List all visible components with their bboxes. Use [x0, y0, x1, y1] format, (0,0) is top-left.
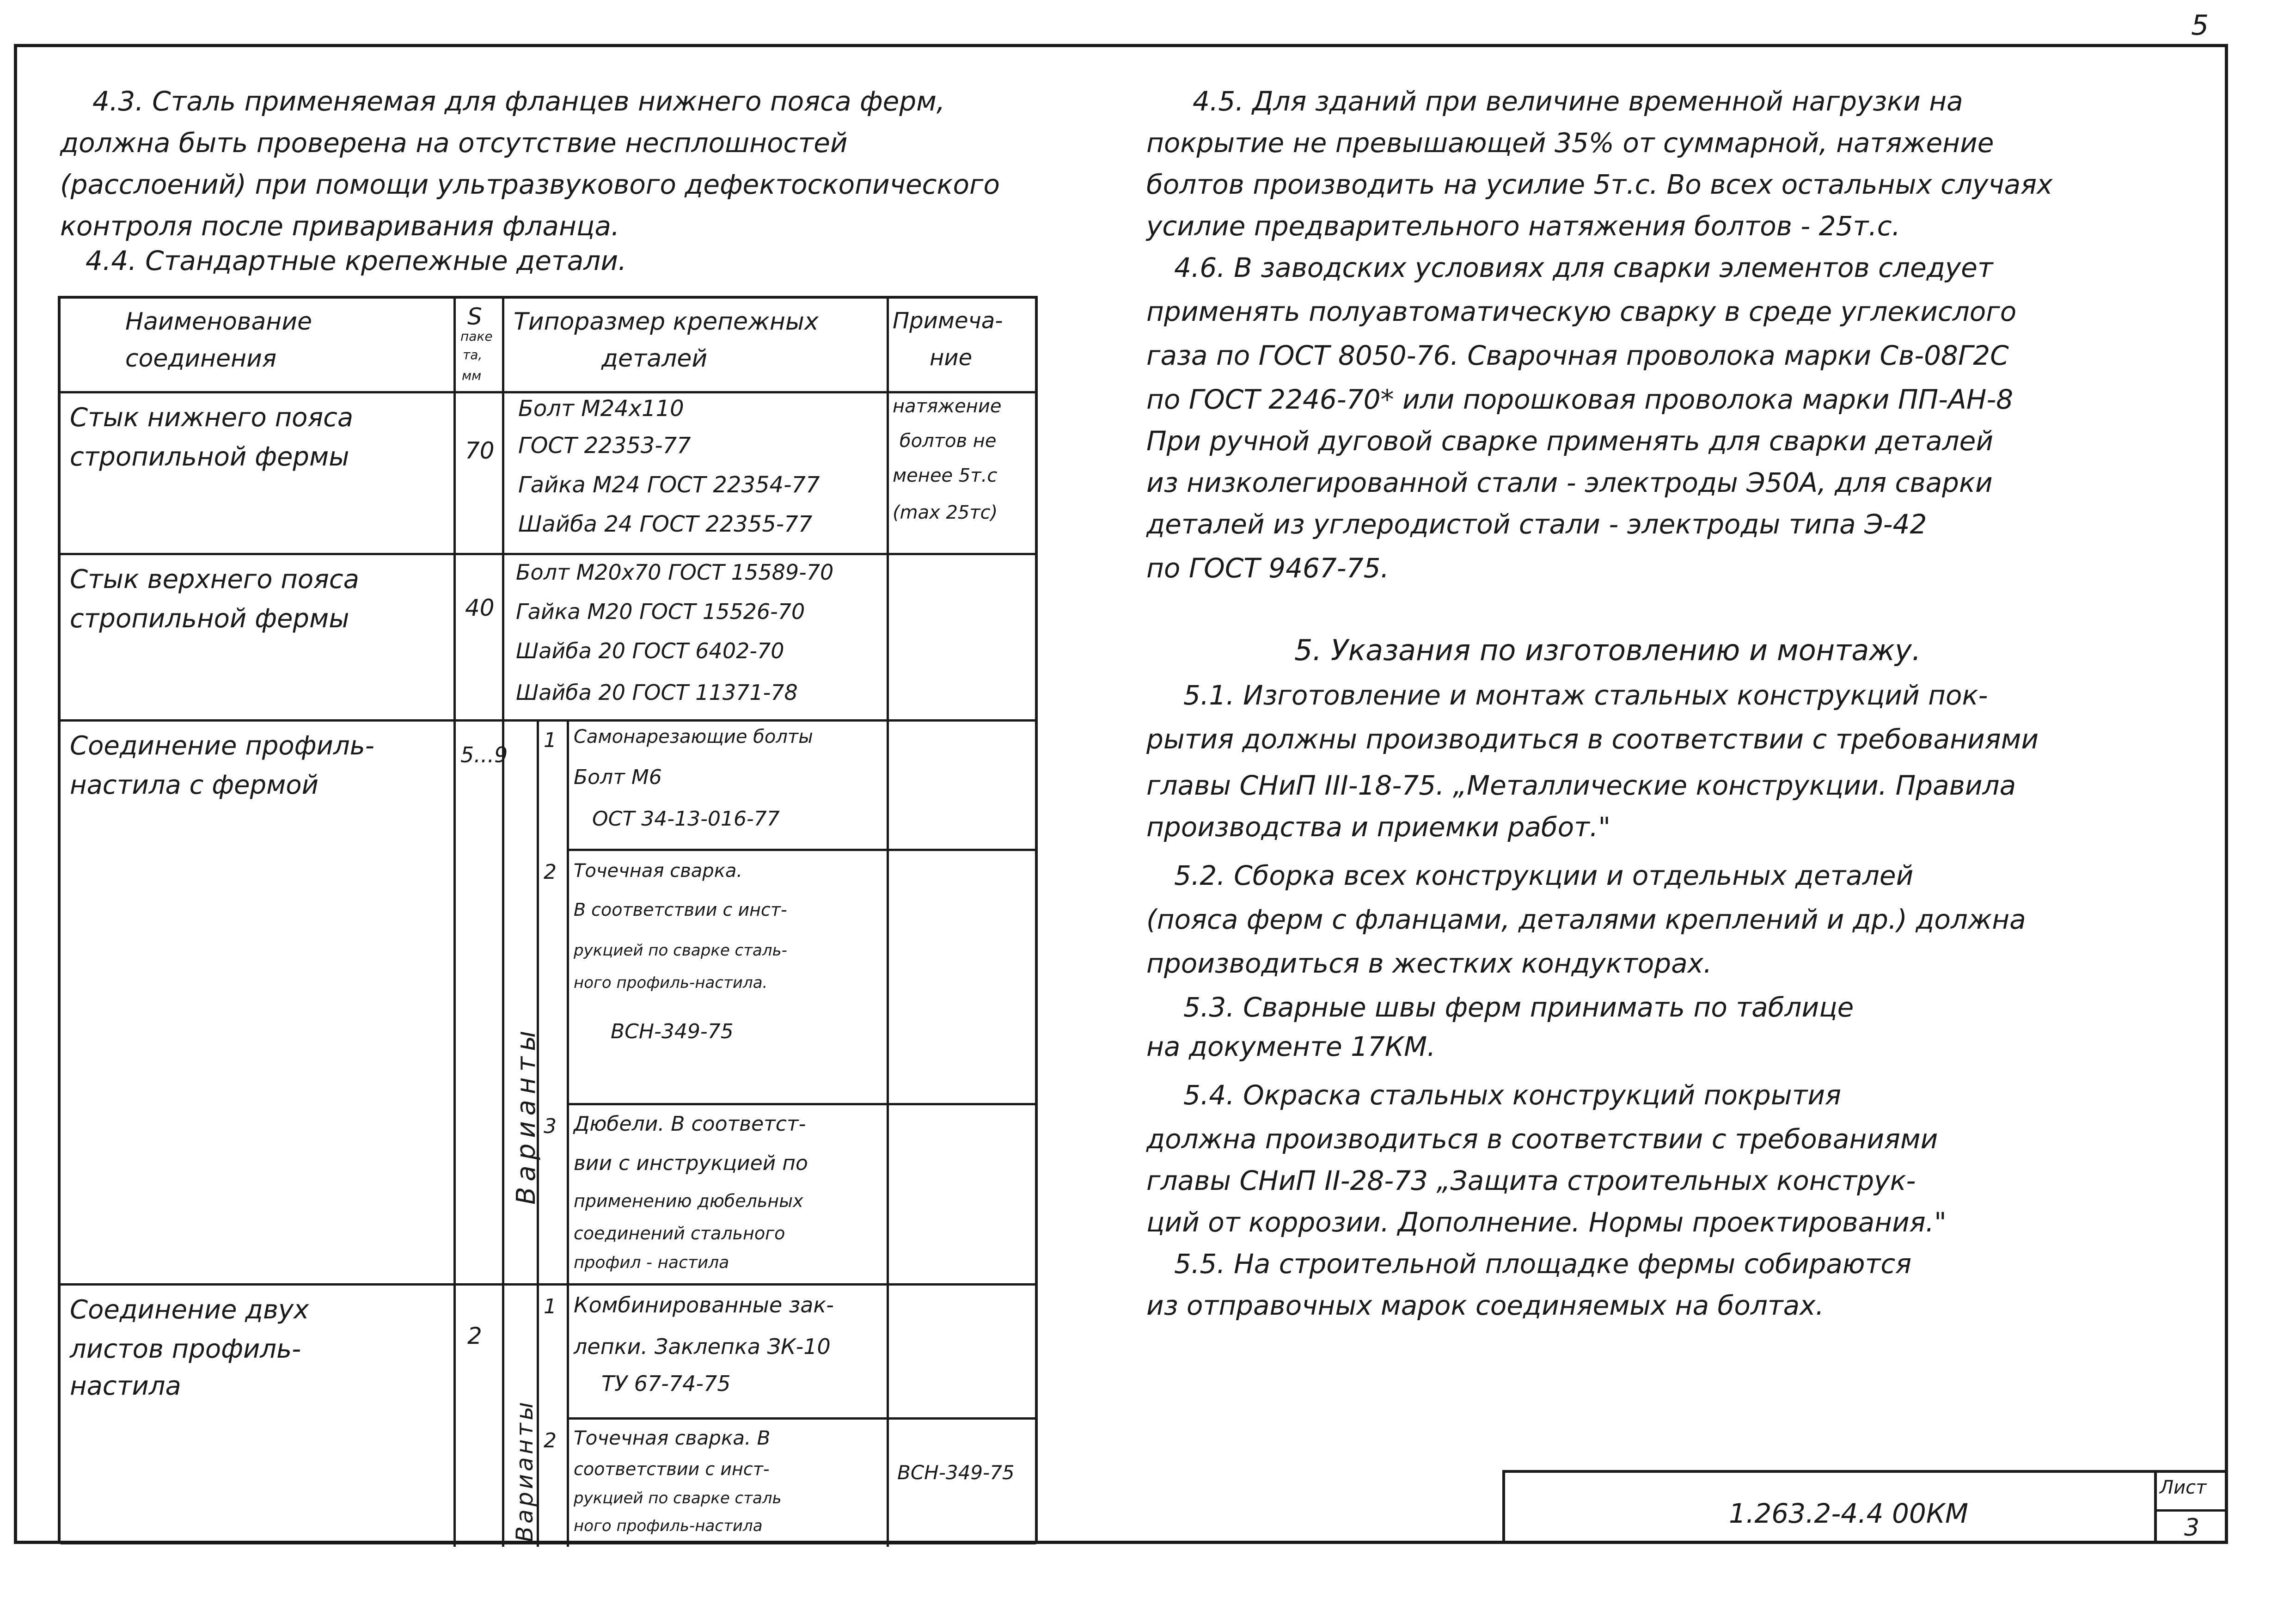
row3-v2-line-1: Точечная сварка. [574, 860, 743, 882]
row2-item-4: Шайба 20 ГОСТ 11371-78 [516, 680, 798, 705]
row4-v1-n: 1 [544, 1295, 557, 1318]
row3-name-1: Соединение профиль- [70, 731, 374, 761]
row3-v3-line-4: соединений стального [574, 1223, 785, 1243]
row3-v3-line-3: применению дюбельных [574, 1191, 803, 1211]
row4-v2-line-3: рукцией по сварке сталь [574, 1489, 782, 1507]
row4-name-1: Соединение двух [70, 1295, 309, 1325]
row1-name-1: Стык нижнего пояса [70, 403, 354, 433]
p46-line-1: 4.6. В заводских условиях для сварки элементов следует [1174, 252, 1993, 283]
row4-v2-note: ВСН-349-75 [897, 1461, 1015, 1484]
p54-line-3: главы СНиП II-28-73 „Защита строительных конструк- [1146, 1165, 1916, 1196]
p46-line-7: деталей из углеродистой стали - электроды типа Э-42 [1146, 508, 1927, 540]
p52-line-2: (пояса ферм с фланцами, деталями креплений и др.) должна [1146, 904, 2026, 935]
section5-title: 5. Указания по изготовлению и монтажу. [1294, 633, 1921, 667]
row3-v2-n: 2 [544, 860, 557, 884]
row1-s: 70 [465, 437, 495, 464]
row3-v2-line-2: В соответствии с инст- [574, 900, 787, 920]
sheet-label: Лист [2160, 1477, 2207, 1498]
p55-line-2: из отправочных марок соединяемых на болтах. [1146, 1290, 1824, 1321]
p54-line-4: ций от коррозии. Дополнение. Нормы проектирования." [1146, 1207, 1947, 1238]
row3-v1-line-1: Самонарезающие болты [574, 726, 813, 747]
row3-name-2: настила с фермой [70, 770, 319, 800]
p53-line-1: 5.3. Сварные швы ферм принимать по таблице [1183, 992, 1854, 1023]
p46-line-8: по ГОСТ 9467-75. [1146, 552, 1389, 584]
row3-v1-line-3: ОСТ 34-13-016-77 [592, 807, 780, 831]
row4-v2-line-2: соответствии с инст- [574, 1459, 770, 1479]
p52-line-1: 5.2. Сборка всех конструкции и отдельных деталей [1174, 860, 1914, 891]
row1-note-3: менее 5т.с [893, 465, 998, 486]
row4-v1-line-1: Комбинированные зак- [574, 1292, 834, 1317]
p51-line-2: рытия должны производиться в соответствии с требованиями [1146, 723, 2039, 755]
row3-v2-line-5: ВСН-349-75 [611, 1020, 734, 1043]
row4-v2-line-1: Точечная сварка. В [574, 1427, 771, 1449]
p43-line-3: (расслоений) при помощи ультразвукового дефектоскопического [60, 169, 1000, 200]
row2-name-2: стропильной фермы [70, 604, 349, 634]
row2-item-3: Шайба 20 ГОСТ 6402-70 [516, 638, 784, 663]
row3-v3-n: 3 [544, 1115, 557, 1138]
p55-line-1: 5.5. На строительной площадке фермы собираются [1174, 1248, 1912, 1280]
hdr-fasteners-2: деталей [601, 345, 708, 373]
row2-s: 40 [465, 594, 495, 621]
fasteners-table [58, 296, 1038, 1544]
p44-heading: 4.4. Стандартные крепежные детали. [86, 245, 627, 276]
p45-line-4: усилие предварительного натяжения болтов - 25т.с. [1146, 210, 1901, 242]
hdr-name-2: соединения [125, 345, 277, 373]
row3-v2-line-4: ного профиль-настила. [574, 974, 768, 992]
row3-v1-line-2: Болт М6 [574, 766, 662, 789]
p46-line-2: применять полуавтоматическую сварку в среде углекислого [1146, 296, 2017, 327]
p53-line-2: на документе 17КМ. [1146, 1031, 1436, 1062]
row1-item-3: Гайка М24 ГОСТ 22354-77 [518, 472, 820, 498]
page-number: 5 [2191, 9, 2209, 42]
row3-s: 5...9 [460, 742, 508, 767]
row3-v2-line-3: рукцией по сварке сталь- [574, 941, 787, 960]
p46-line-5: При ручной дуговой сварке применять для сварки деталей [1146, 425, 1994, 457]
row1-note-2: болтов не [900, 430, 997, 452]
row3-variants-label: Варианты [511, 1025, 541, 1205]
row4-v1-line-3: ТУ 67-74-75 [601, 1371, 731, 1396]
p46-line-3: газа по ГОСТ 8050-76. Сварочная проволока марки Св-08Г2С [1146, 340, 2009, 371]
row2-item-2: Гайка М20 ГОСТ 15526-70 [516, 599, 805, 624]
row4-v2-line-4: ного профиль-настила [574, 1517, 763, 1535]
p54-line-2: должна производиться в соответствии с требованиями [1146, 1123, 1938, 1155]
row2-item-1: Болт М20х70 ГОСТ 15589-70 [516, 560, 834, 585]
hdr-s-1: S [467, 303, 482, 330]
p51-line-1: 5.1. Изготовление и монтаж стальных конструкций пок- [1183, 680, 1988, 711]
p54-line-1: 5.4. Окраска стальных конструкций покрытия [1183, 1079, 1842, 1111]
p46-line-6: из низколегированной стали - электроды Э50А, для сварки [1146, 467, 1993, 498]
row3-v3-line-5: профил - настила [574, 1253, 729, 1272]
row4-s: 2 [467, 1323, 482, 1349]
hdr-note-2: ние [930, 345, 973, 371]
row2-name-1: Стык верхнего пояса [70, 564, 359, 594]
row3-v3-line-2: вии с инструкцией по [574, 1152, 808, 1175]
row4-name-2: листов профиль- [70, 1334, 301, 1364]
p51-line-4: производства и приемки работ." [1146, 811, 1611, 843]
hdr-name-1: Наименование [125, 308, 312, 336]
row3-v1-n: 1 [544, 729, 557, 752]
p45-line-3: болтов производить на усилие 5т.с. Во всех остальных случаях [1146, 169, 2053, 200]
row1-note-4: (max 25тс) [893, 502, 998, 523]
p45-line-1: 4.5. Для зданий при величине временной нагрузки на [1193, 86, 1963, 117]
row1-item-4: Шайба 24 ГОСТ 22355-77 [518, 511, 813, 537]
p43-line-2: должна быть проверена на отсутствие несплошностей [60, 127, 848, 159]
row3-v3-line-1: Дюбели. В соответст- [574, 1112, 806, 1136]
row1-item-1: Болт М24х110 [518, 396, 684, 422]
row4-name-3: настила [70, 1371, 181, 1401]
hdr-fasteners-1: Типоразмер крепежных [514, 308, 819, 336]
row1-name-2: стропильной фермы [70, 442, 349, 472]
row4-v2-n: 2 [544, 1429, 557, 1452]
hdr-s-3: та, [463, 347, 483, 362]
p43-line-4: контроля после приваривания фланца. [60, 210, 620, 242]
hdr-s-2: паке [460, 329, 493, 344]
row4-v1-line-2: лепки. Заклепка ЗК-10 [574, 1334, 831, 1359]
sheet-number: 3 [2184, 1514, 2200, 1542]
p52-line-3: производиться в жестких кондукторах. [1146, 948, 1712, 979]
hdr-note-1: Примеча- [893, 308, 1003, 334]
p43-line-1: 4.3. Сталь применяемая для фланцев нижнего пояса ферм, [92, 86, 945, 117]
row4-variants-label: Варианты [511, 1399, 538, 1542]
row1-item-2: ГОСТ 22353-77 [518, 433, 691, 459]
p45-line-2: покрытие не превышающей 35% от суммарной, натяжение [1146, 127, 1994, 159]
p51-line-3: главы СНиП III-18-75. „Металлические конструкции. Правила [1146, 770, 2016, 801]
document-code: 1.263.2-4.4 00КМ [1729, 1498, 1969, 1529]
p46-line-4: по ГОСТ 2246-70* или порошковая проволока марки ПП-АН-8 [1146, 384, 2014, 415]
hdr-s-4: мм [462, 368, 482, 383]
row1-note-1: натяжение [893, 396, 1002, 417]
